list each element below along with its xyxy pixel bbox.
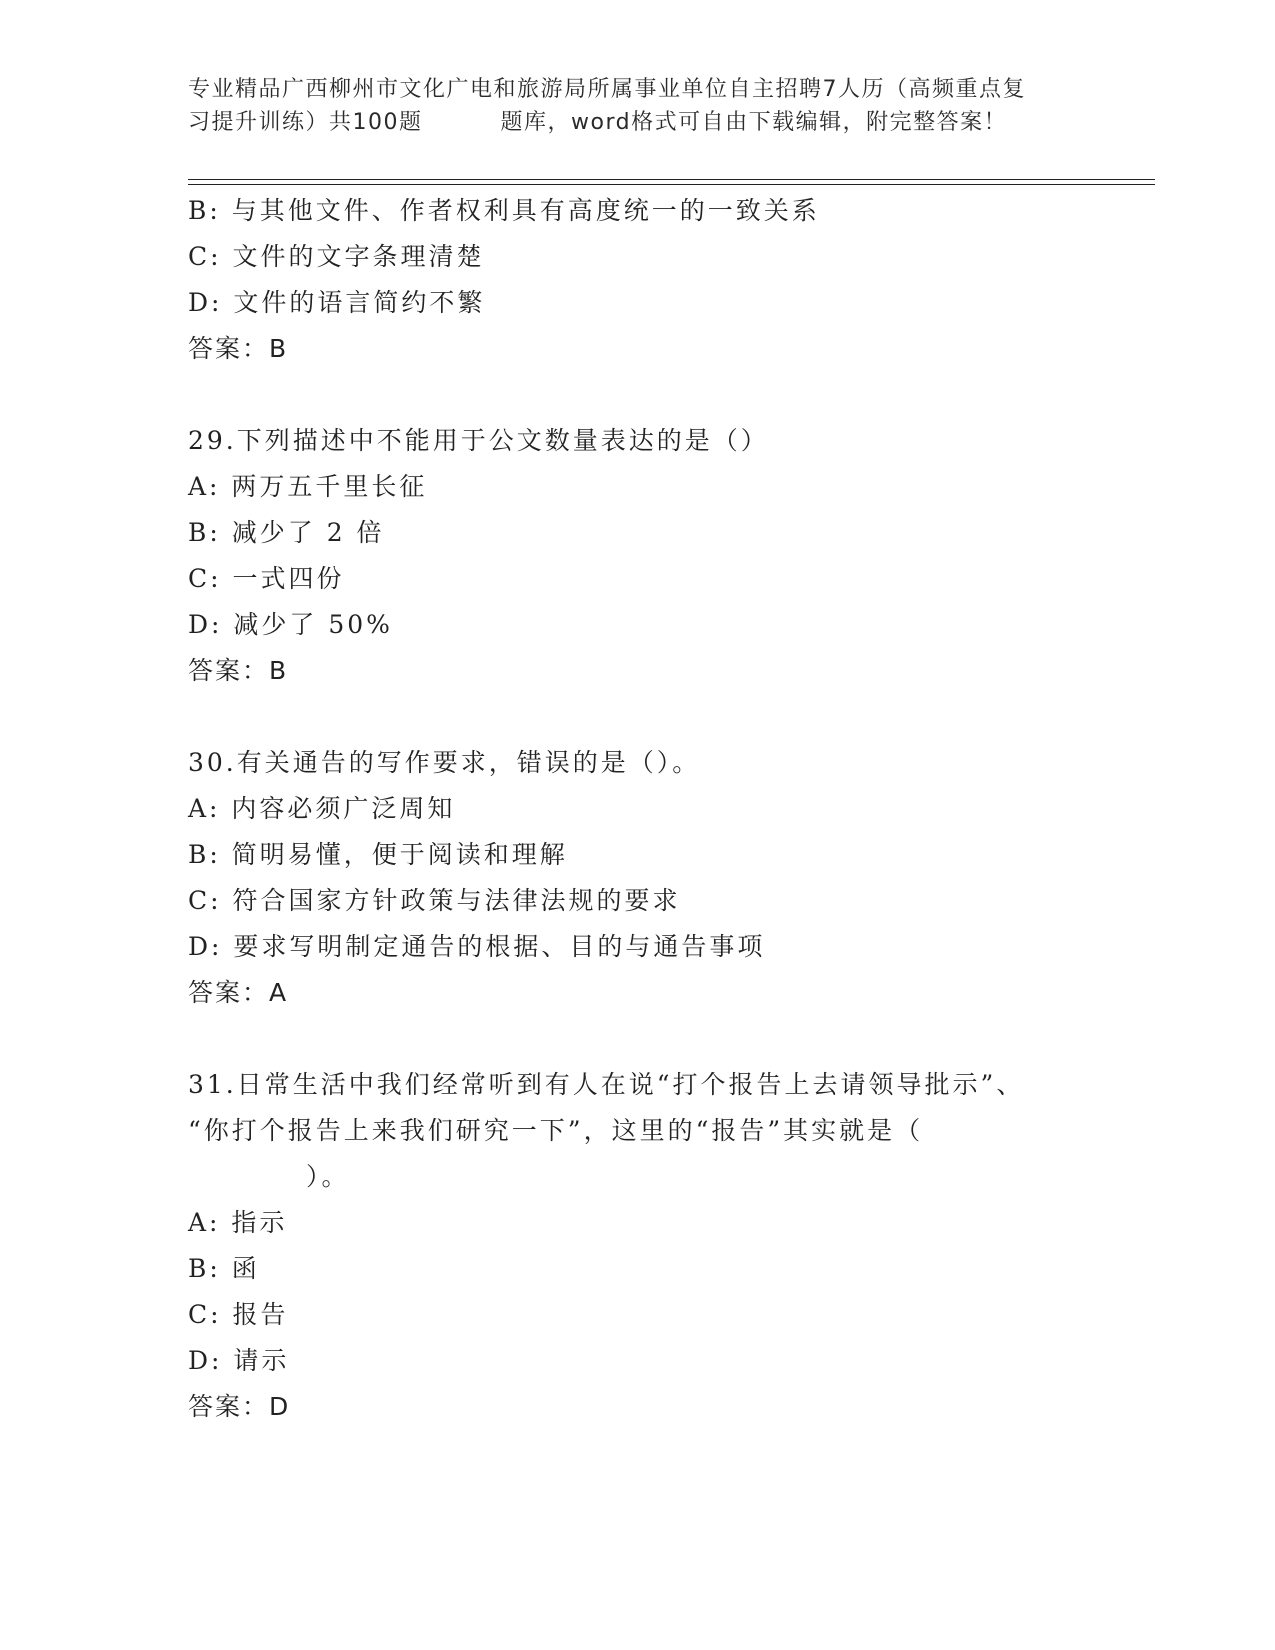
page-header <box>188 73 1088 139</box>
option-d: D: 减少了 50% <box>188 610 393 639</box>
option-d: D: 文件的语言简约不繁 <box>188 288 486 317</box>
header-title-part-b: 题库，word格式可自由下载编辑，附完整答案！ <box>500 110 1008 135</box>
question-29 <box>188 418 1148 694</box>
option-a: A: 指示 <box>188 1208 288 1237</box>
option-d: D: 要求写明制定通告的根据、目的与通告事项 <box>188 932 766 961</box>
option-d: D: 请示 <box>188 1346 290 1375</box>
header-title-line-1: 专业精品广西柳州市文化广电和旅游局所属事业单位自主招聘7人历（高频重点复 <box>188 77 1026 102</box>
option-a: A: 内容必须广泛周知 <box>188 794 456 823</box>
question-stem: 29.下列描述中不能用于公文数量表达的是（） <box>188 426 769 455</box>
spacer <box>188 694 1148 740</box>
answer: 答案：B <box>188 334 289 363</box>
header-title-line-2 <box>188 106 1088 139</box>
question-31 <box>188 1062 1148 1430</box>
header-rule-bottom <box>188 184 1155 185</box>
question-stem-line-2: “你打个报告上来我们研究一下”，这里的“报告”其实就是（ <box>188 1116 924 1145</box>
spacer <box>188 1016 1148 1062</box>
question-stem-line-1: 31.日常生活中我们经常听到有人在说“打个报告上去请领导批示”、 <box>188 1070 1025 1099</box>
question-28-continued <box>188 188 1148 372</box>
answer: 答案：D <box>188 1392 291 1421</box>
header-title-part-a: 习提升训练）共100题 <box>188 110 423 135</box>
answer: 答案：A <box>188 978 289 1007</box>
question-stem-line-3: ）。 <box>306 1162 350 1191</box>
option-c: C: 文件的文字条理清楚 <box>188 242 485 271</box>
option-b: B: 函 <box>188 1254 260 1283</box>
option-b: B: 简明易懂，便于阅读和理解 <box>188 840 568 869</box>
spacer <box>188 372 1148 418</box>
option-c: C: 符合国家方针政策与法律法规的要求 <box>188 886 681 915</box>
option-b: B: 与其他文件、作者权利具有高度统一的一致关系 <box>188 196 820 225</box>
option-a: A: 两万五千里长征 <box>188 472 428 501</box>
header-rule-top <box>188 179 1155 180</box>
question-list <box>188 188 1148 1430</box>
question-stem: 30.有关通告的写作要求，错误的是（）。 <box>188 748 701 777</box>
option-b: B: 减少了 2 倍 <box>188 518 385 547</box>
question-30 <box>188 740 1148 1016</box>
option-c: C: 一式四份 <box>188 564 345 593</box>
answer: 答案：B <box>188 656 289 685</box>
option-c: C: 报告 <box>188 1300 289 1329</box>
